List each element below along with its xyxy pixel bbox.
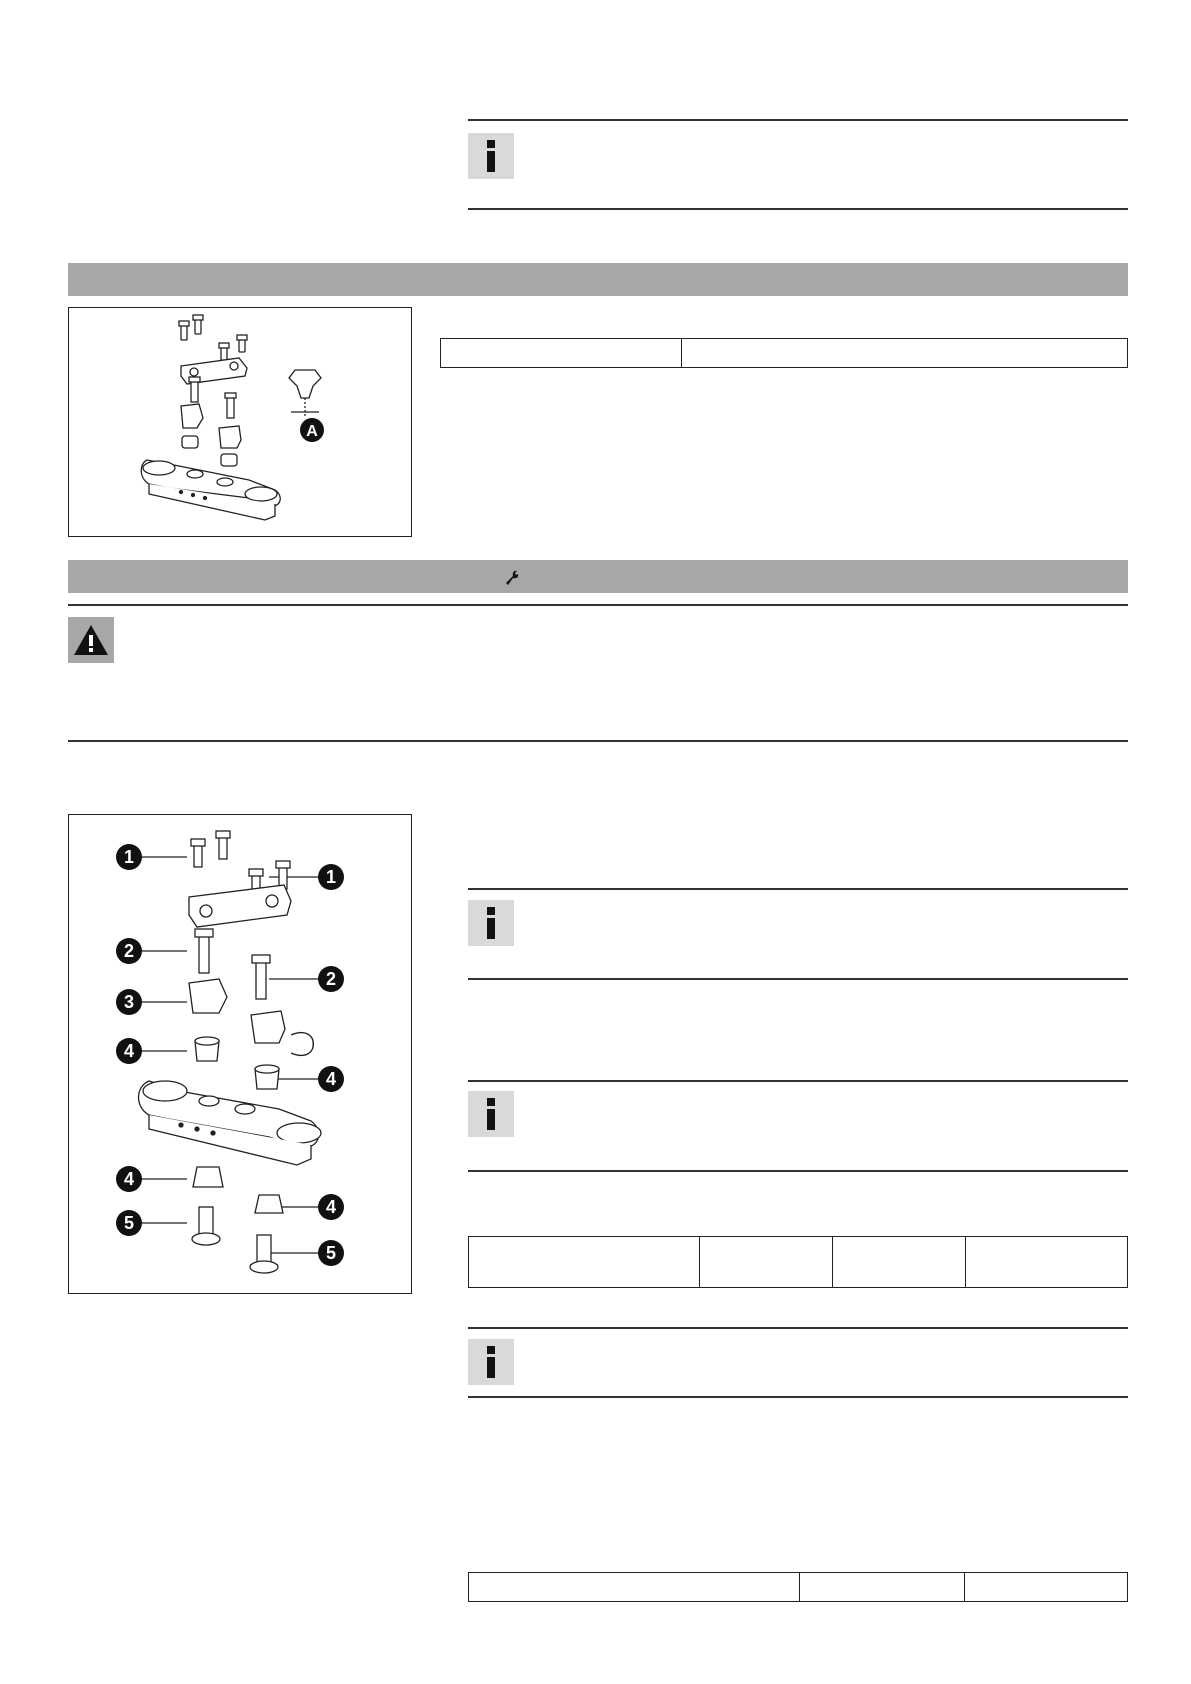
callout-a-label: A [306, 423, 318, 440]
spec-table-bottom [468, 1572, 1128, 1602]
rule-note2-end [468, 978, 1128, 980]
rule-note3-start [468, 1080, 1128, 1082]
info-icon [468, 900, 514, 946]
info-icon [468, 1339, 514, 1385]
callout-2a: 2 [123, 941, 135, 961]
rule-top-note-start [468, 119, 1128, 121]
callout-4b: 4 [325, 1069, 337, 1089]
callout-4c: 4 [123, 1169, 135, 1189]
clamp-exploded-illustration [69, 308, 411, 536]
warning-icon [68, 617, 114, 663]
figure-bottom-exploded-view [68, 814, 412, 1294]
rule-note2-start [468, 888, 1128, 890]
rule-top-note-end [468, 208, 1128, 210]
exploded-view-illustration [69, 815, 411, 1293]
callout-2b: 2 [325, 969, 337, 989]
rule-warning-start [68, 604, 1128, 606]
wrench-icon [504, 569, 520, 585]
section-banner-2 [68, 560, 1128, 593]
figure-top-clamp-assembly [68, 307, 412, 537]
callout-1b: 1 [325, 867, 337, 887]
info-icon [468, 133, 514, 179]
spec-table-mid [468, 1236, 1128, 1288]
callout-4a: 4 [123, 1041, 135, 1061]
rule-note3-end [468, 1170, 1128, 1172]
spec-table-top [440, 338, 1128, 368]
callout-1a: 1 [123, 847, 135, 867]
section-banner-1 [68, 263, 1128, 296]
callout-5a: 5 [123, 1213, 135, 1233]
rule-note4-end [468, 1396, 1128, 1398]
rule-note4-start [468, 1327, 1128, 1329]
callout-3: 3 [123, 992, 135, 1012]
callout-5b: 5 [325, 1243, 337, 1263]
info-icon [468, 1091, 514, 1137]
rule-warning-end [68, 740, 1128, 742]
callout-4d: 4 [325, 1197, 337, 1217]
